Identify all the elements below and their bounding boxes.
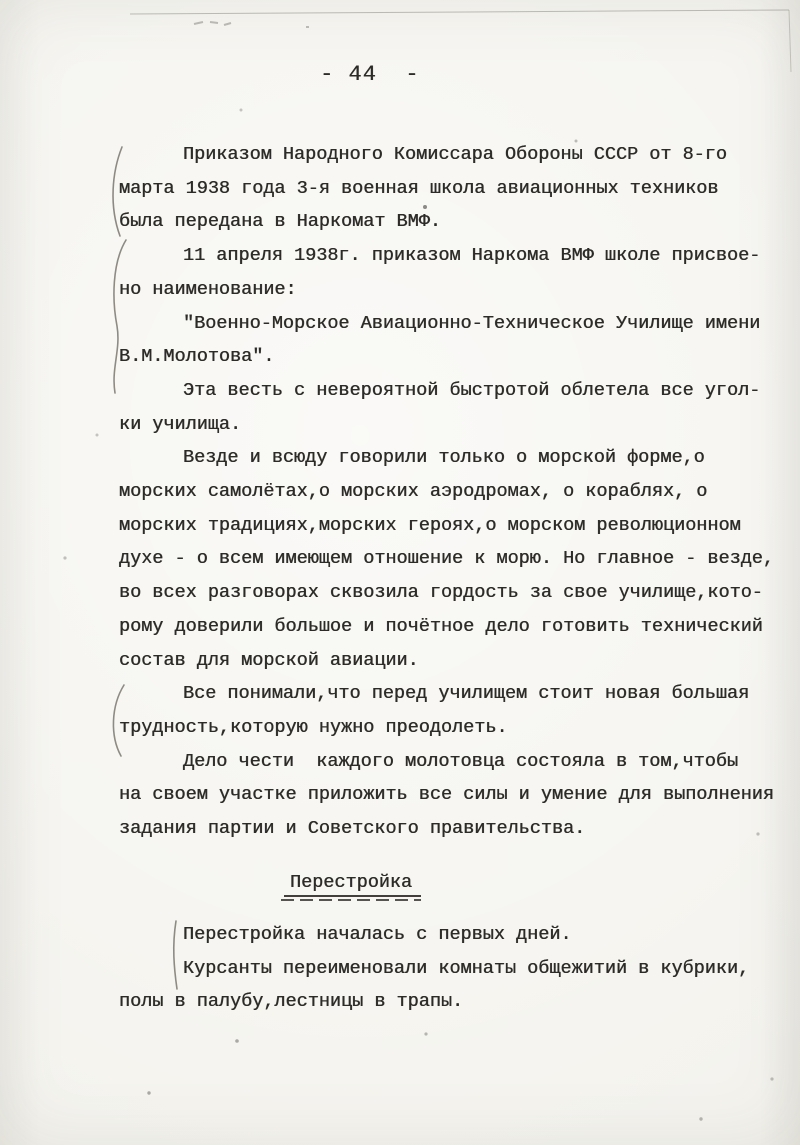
page-number: - 44 - bbox=[320, 62, 420, 87]
text-line: Дело чести каждого молотовца состояла в том,чтобы bbox=[183, 750, 739, 772]
section-heading-underline bbox=[281, 899, 421, 901]
text-line: ки училища. bbox=[119, 413, 242, 435]
text-line: 11 апреля 1938г. приказом Наркома ВМФ школе присвое- bbox=[183, 245, 761, 267]
text-line: задания партии и Советского правительства. bbox=[119, 818, 586, 840]
text-line: была передана в Наркомат ВМФ. bbox=[119, 211, 441, 233]
section-heading: Перестройка bbox=[284, 872, 421, 897]
text-line: рому доверили большое и почётное дело готовить технический bbox=[119, 615, 763, 637]
scan-top-edge-line bbox=[130, 10, 789, 14]
text-line: Все понимали,что перед училищем стоит новая большая bbox=[183, 683, 750, 705]
text-line: Приказом Народного Комиссара Обороны СССР от 8-го bbox=[183, 144, 727, 165]
section-body bbox=[119, 918, 791, 1019]
text-line: но наименование: bbox=[119, 278, 297, 300]
paper-specks bbox=[0, 0, 2, 2]
typed-body bbox=[119, 138, 791, 846]
text-line: морских традициях,морских героях,о морском революционном bbox=[119, 514, 741, 536]
text-line: Везде и всюду говорили только о морской форме,о bbox=[183, 447, 705, 469]
text-line: В.М.Молотова". bbox=[119, 346, 275, 368]
scan-right-edge-line bbox=[789, 10, 791, 72]
text-line: морских самолётах,о морских аэродромах, о кораблях, о bbox=[119, 481, 708, 503]
text-line: Перестройка началась с первых дней. bbox=[183, 924, 572, 945]
text-line: полы в палубу,лестницы в трапы. bbox=[119, 991, 464, 1013]
text-line: духе - о всем имеющем отношение к морю. Но главное - везде, bbox=[119, 548, 775, 570]
text-line: во всех разговорах сквозила гордость за свое училище,кото- bbox=[119, 582, 763, 604]
text-line: "Военно-Морское Авиационно-Техническое Училище имени bbox=[183, 312, 761, 334]
text-line: на своем участке приложить все силы и умение для выполнения bbox=[119, 784, 775, 806]
text-line: трудность,которую нужно преодолеть. bbox=[119, 716, 508, 738]
text-line: марта 1938 года 3-я военная школа авиационных техников bbox=[119, 177, 719, 199]
scan-smudge bbox=[194, 22, 309, 27]
text-line: Курсанты переименовали комнаты общежитий в кубрики, bbox=[183, 957, 750, 979]
text-line: состав для морской авиации. bbox=[119, 649, 419, 671]
text-line: Эта весть с невероятной быстротой облетела все угол- bbox=[183, 379, 761, 401]
